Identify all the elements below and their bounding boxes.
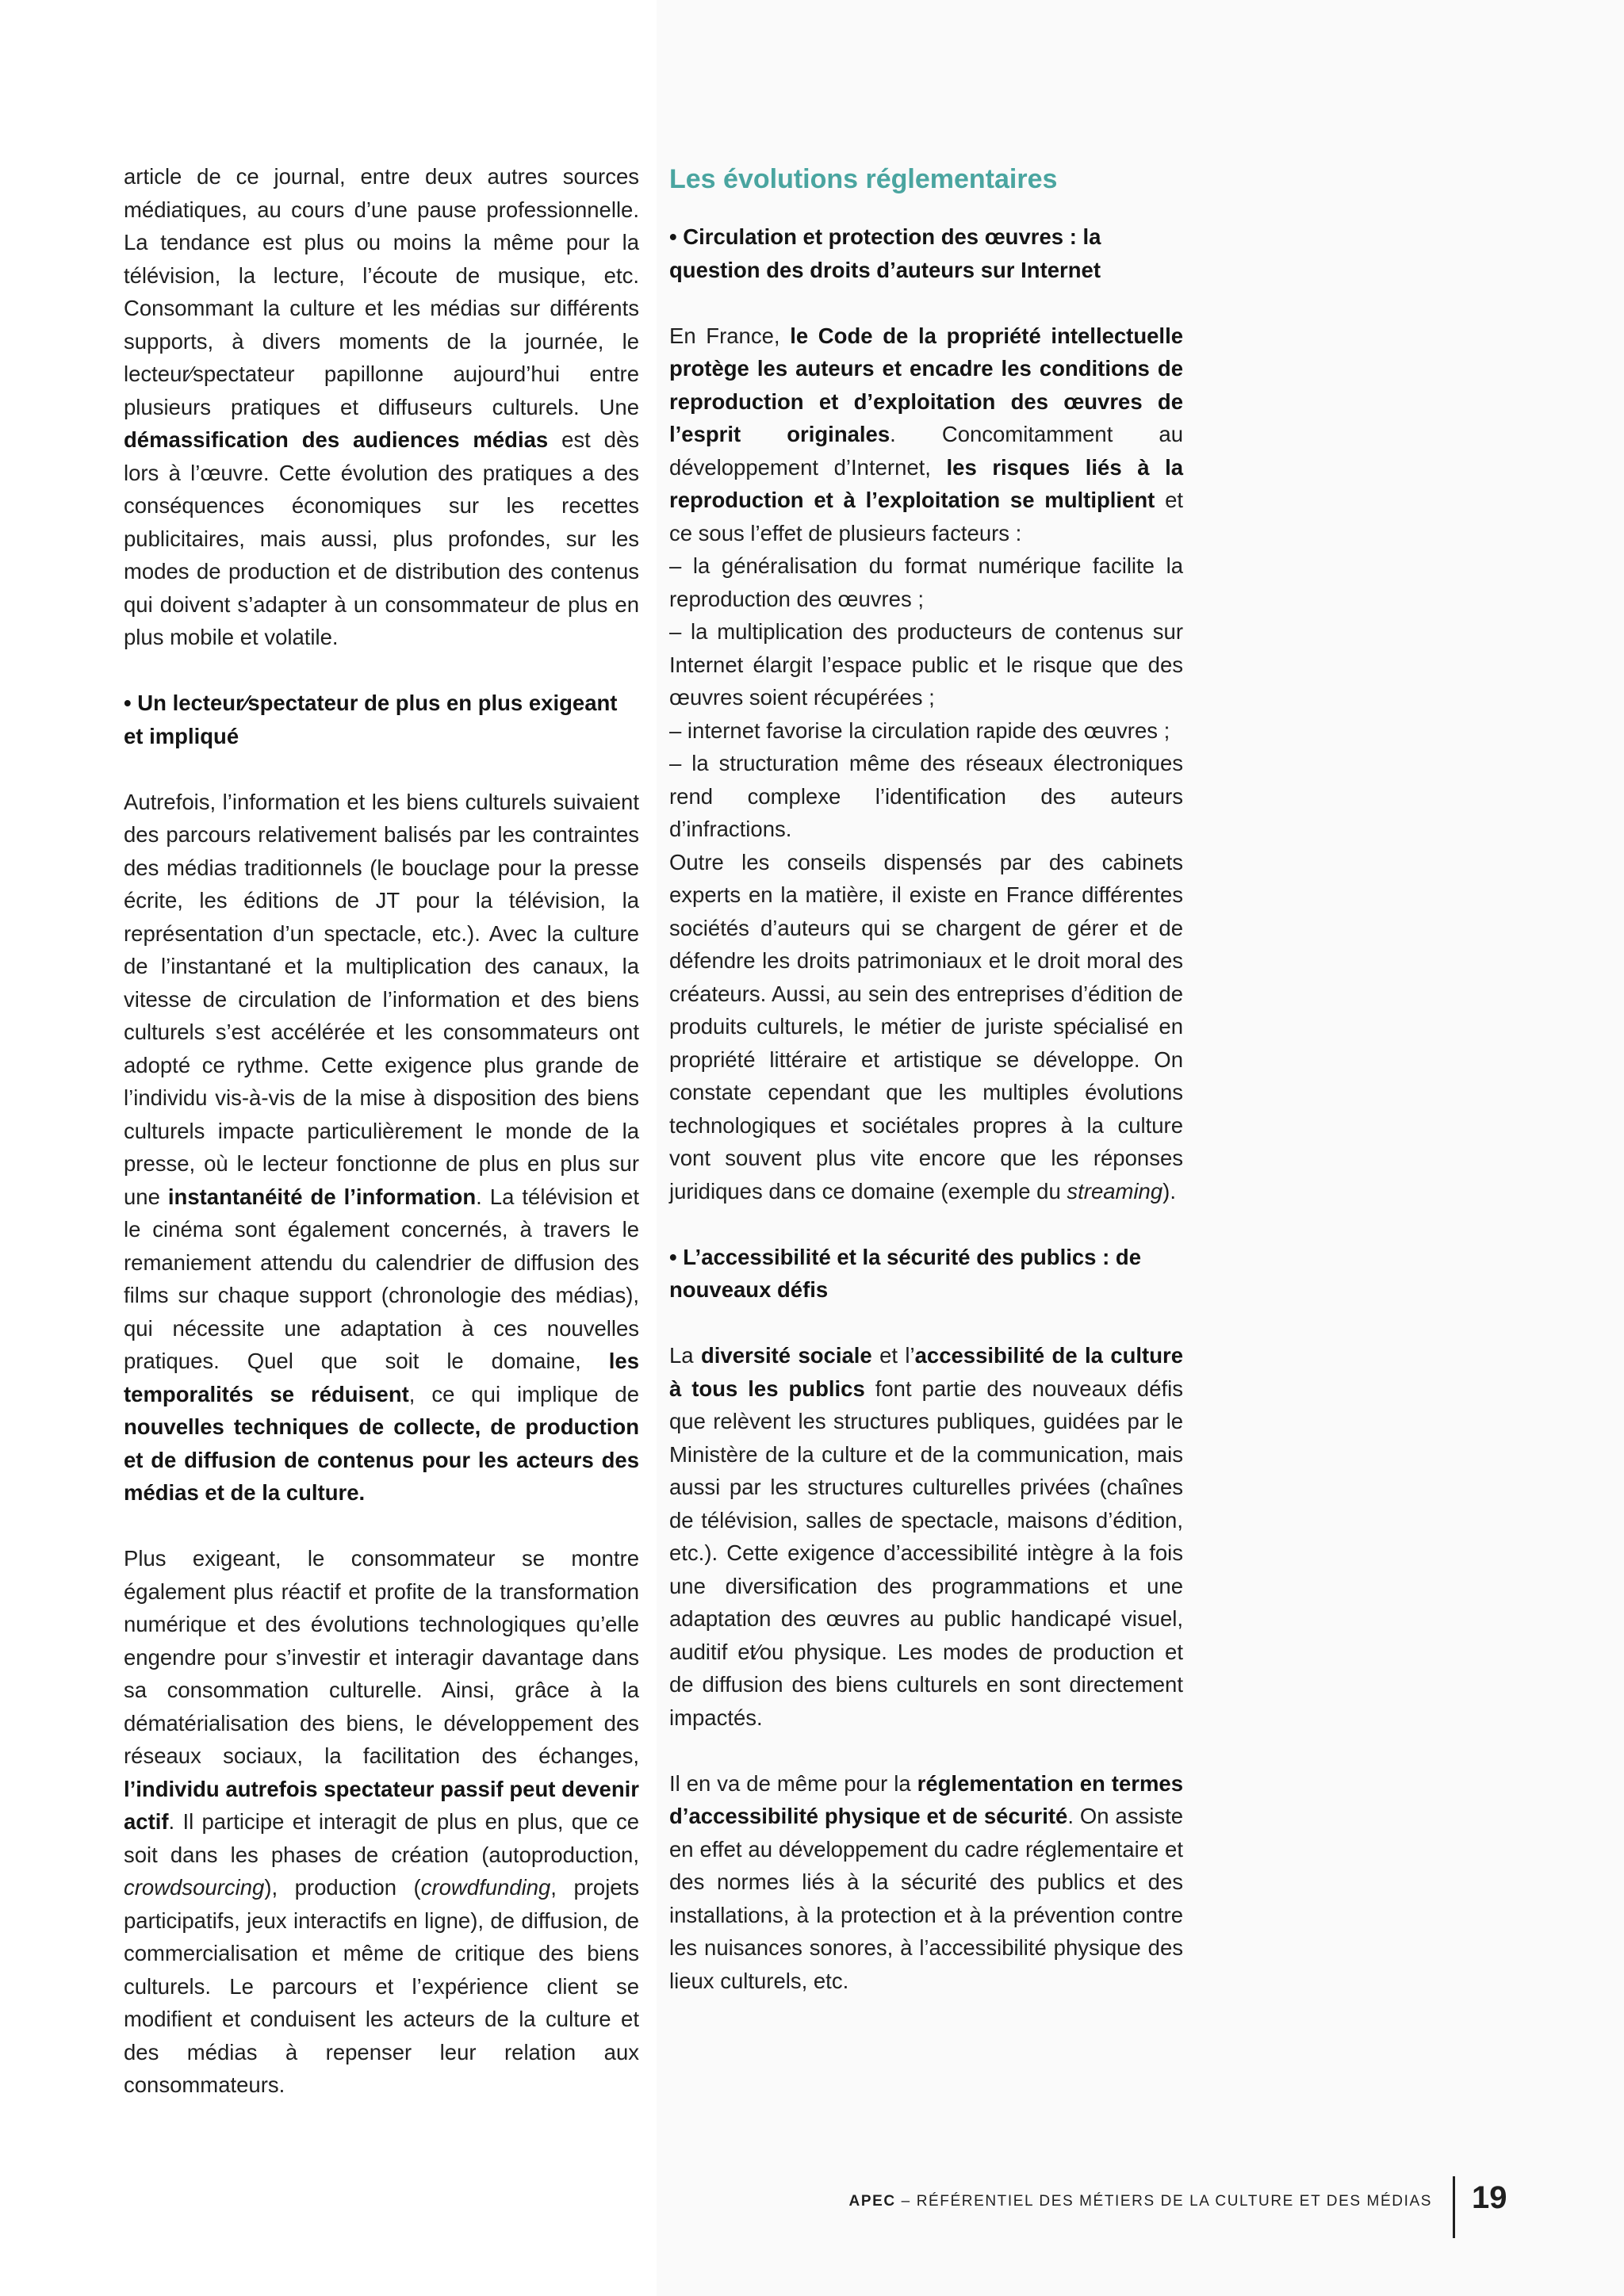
page-number: 19 xyxy=(1472,2180,1507,2215)
bold-text: réglementation en termes d’accessibilité physique et de sécurité xyxy=(669,1770,1183,1828)
left-paragraph-3 xyxy=(124,1542,639,2102)
footer xyxy=(793,2191,1432,2212)
bold-text: démassification des audiences médias xyxy=(124,427,549,452)
text-run: , projets participatifs, jeux interactifs en ligne), de diffusion, de commercialisation et même de critique des biens culturels. Le parcours et l’expérience client se modifient et conduisent les acteurs de la culture et des médias à repenser leur relation aux consommateurs. xyxy=(124,1875,639,2097)
text-run: , ce qui implique de xyxy=(408,1381,639,1406)
italic-text: crowdfunding xyxy=(420,1875,551,1900)
text-run: Outre les conseils dispensés par des cabinets experts en la matière, il existe en France différentes sociétés d’auteurs qui se chargent de gérer et de défendre les droits patrimoniaux et le droit moral des créateurs. Aussi, au sein des entreprises d’édition de produits culturels, le métier de juriste spécialisé en propriété littéraire et artistique se développe. On constate cependant que les multiples évolutions technologiques et sociétales propres à la culture vont souvent plus vite encore que les réponses juridiques dans ce domaine (exemple du xyxy=(669,849,1183,1203)
text-run: Il en va de même pour la xyxy=(669,1770,917,1796)
left-column xyxy=(124,160,639,2102)
right-paragraph-4 xyxy=(669,1767,1183,1998)
text-run: est dès lors à l’œuvre. Cette évolution des pratiques a des conséquences économiques sur les recettes publicitaires, mais aussi, plus profondes, sur les modes de production et de distribution des contenus qui doivent s’adapter à un consommateur de plus en plus mobile et volatile. xyxy=(124,427,639,649)
text-run: . Concomitamment au développement d’Internet, xyxy=(669,422,1183,480)
text-run: En France, xyxy=(669,323,791,348)
text-run: ), production ( xyxy=(264,1875,421,1900)
text-run: . La télévision et le cinéma sont également concernés, à travers le remaniement attendu du calendrier de diffusion des films sur chaque support (chronologie des médias), qui nécessite une adaptation à ces nouvelles pratiques. Quel que soit le domaine, xyxy=(124,1184,639,1373)
text-run: ). xyxy=(1162,1178,1176,1203)
bold-text: les risques liés à la reproduction et à l’exploitation se multiplient xyxy=(669,454,1184,512)
bold-text: le Code de la propriété intellectuelle protège les auteurs et encadre les conditions de reproduction et d’exploitation des œuvres de l’esprit originales xyxy=(669,323,1183,446)
right-column xyxy=(669,160,1183,1997)
text-run: Plus exigeant, le consommateur se montre également plus réactif et profite de la transformation numérique et des évolutions technologiques qu’elle engendre pour s’investir et interagir davantage dans sa consommation culturelle. Ainsi, grâce à la dématérialisation des biens, le développement des réseaux sociaux, la facilitation des échanges, xyxy=(124,1546,639,1768)
left-paragraph-2 xyxy=(124,786,639,1510)
text-run: . Il participe et interagit de plus en plus, que ce soit dans les phases de création (autoproduction, xyxy=(124,1809,639,1867)
right-paragraph-2 xyxy=(669,846,1183,1208)
bold-text: accessibilité de la culture à tous les publics xyxy=(669,1343,1184,1401)
bold-text: nouvelles techniques de collecte, de production et de diffusion de contenus pour les acteurs des médias et de la culture. xyxy=(124,1414,639,1505)
left-paragraph-1 xyxy=(124,160,639,654)
right-subheading-accessibilite: • L’accessibilité et la sécurité des publics : de nouveaux défis xyxy=(669,1244,1142,1302)
section-title: Les évolutions réglementaires xyxy=(669,164,1058,194)
italic-text: streaming xyxy=(1067,1178,1163,1203)
text-run: . On assiste en effet au développement du cadre réglementaire et des normes liés à la sécurité des publics et des installations, à la protection et à la prévention contre les nuisances sonores, à l’accessibilité physique des lieux culturels, etc. xyxy=(669,1804,1184,1993)
italic-text: crowdsourcing xyxy=(124,1875,265,1900)
text-run: article de ce journal, entre deux autres sources médiatiques, au cours d’une pause professionnelle. La tendance est plus ou moins la même pour la télévision, la lecture, l’écoute de musique, etc. Consommant la culture et les médias sur différents supports, à divers moments de la journée, le lecteur∕spectateur papillonne aujourd’hui entre plusieurs pratiques et diffuseurs culturels. Une xyxy=(124,164,639,419)
footer-separator: – xyxy=(895,2193,917,2210)
text-run: et l’ xyxy=(871,1343,915,1368)
text-run: Autrefois, l’information et les biens culturels suivaient des parcours relativement balisés par les contraintes des médias traditionnels (le bouclage pour la presse écrite, les éditions de JT pour la télévision, la représentation d’un spectacle, etc.). Avec la culture de l’instantané et la multiplication des canaux, la vitesse de circulation de l’information et des biens culturels s’est accélérée et les consommateurs ont adopté ce rythme. Cette exigence plus grande de l’individu vis-à-vis de la mise à disposition des biens culturels impacte particulièrement le monde de la presse, où le lecteur fonctionne de plus en plus sur une xyxy=(124,789,639,1209)
footer-title: RÉFÉRENTIEL DES MÉTIERS DE LA CULTURE ET DES MÉDIAS xyxy=(916,2193,1432,2210)
list-item: – la généralisation du format numérique facilite la reproduction des œuvres ; xyxy=(669,553,1183,611)
text-run: et ce sous l’effet de plusieurs facteurs : xyxy=(669,488,1184,545)
right-paragraph-3 xyxy=(669,1339,1183,1734)
footer-brand: APEC xyxy=(848,2193,896,2210)
left-subheading-lecteur: • Un lecteur∕spectateur de plus en plus exigeant et impliqué xyxy=(124,691,618,748)
list-item: – la multiplication des producteurs de contenus sur Internet élargit l’espace public et le risque que des œuvres soient récupérées ; xyxy=(669,619,1183,710)
bold-text: l’individu autrefois spectateur passif peut devenir actif xyxy=(124,1776,639,1834)
right-subheading-droits-auteurs: • Circulation et protection des œuvres : la question des droits d’auteurs sur Internet xyxy=(669,224,1101,282)
bold-text: instantanéité de l’information xyxy=(167,1184,477,1209)
bold-text: les temporalités se réduisent xyxy=(124,1349,639,1406)
text-run: font partie des nouveaux défis que relèvent les structures publiques, guidées par le Ministère de la culture et de la communication, mais aussi par les structures culturelles privées (chaînes de télévision, salles de spectacle, maisons d’édition, etc.). Cette exigence d’accessibilité intègre à la fois une diversification des programmations et une adaptation des œuvres au public handicapé visuel, auditif et∕ou physique. Les modes de production et de diffusion des biens culturels en sont directement impactés. xyxy=(669,1376,1183,1730)
right-paragraph-1 xyxy=(669,320,1183,550)
bold-text: diversité sociale xyxy=(700,1343,872,1368)
text-run: La xyxy=(669,1343,701,1368)
list-item: – internet favorise la circulation rapide des œuvres ; xyxy=(669,718,1170,743)
list-item: – la structuration même des réseaux électroniques rend complexe l’identification des auteurs d’infractions. xyxy=(669,751,1183,841)
footer-divider xyxy=(1453,2176,1455,2238)
